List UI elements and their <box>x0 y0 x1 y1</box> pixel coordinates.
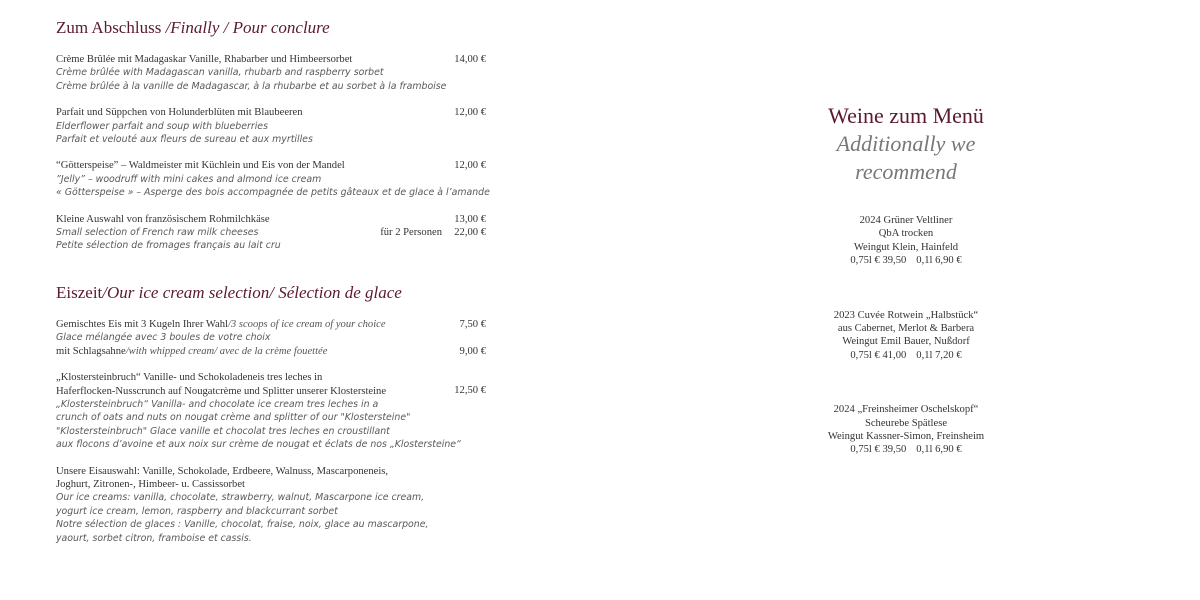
wine-price-bottle: 0,75l € 41,00 <box>850 349 907 361</box>
dessert-item-name-fr: Parfait et velouté aux fleurs de sureau et aux myrtilles <box>56 134 313 146</box>
wine-price-glass: 0,1l 6,90 € <box>916 444 962 456</box>
dessert-item-name-en: Crème brûlée with Madagascan vanilla, rhubarb and raspberry sorbet <box>56 67 384 79</box>
icecream-item-name-en-1: Our ice creams: vanilla, chocolate, strawberry, walnut, Mascarpone ice cream, <box>56 492 425 504</box>
icecream-item-extra-alt: /with whipped cream/ avec de la crème fouettée <box>125 345 328 357</box>
icecream-item-name-fr-2: aux flocons d’avoine et aux noix sur crème de nougat et éclats de nos „Klostersteine“ <box>56 439 461 451</box>
dessert-section-title <box>56 18 496 38</box>
icecream-title-alt: /Our ice cream selection/ Sélection de glace <box>102 282 402 302</box>
dessert-item-price: 13,00 € <box>454 213 486 225</box>
icecream-item-name-en: /3 scoops of ice cream of your choice <box>227 318 386 330</box>
wine-producer: Weingut Kassner-Simon, Freinsheim <box>827 431 985 443</box>
wine-menu-page <box>790 102 1022 498</box>
dessert-item-note: für 2 Personen <box>380 227 442 239</box>
dessert-title-de: Zum Abschluss <box>56 18 162 37</box>
icecream-item-selection <box>56 465 496 545</box>
dessert-item-name-de: Parfait und Süppchen von Holunderblüten mit Blaubeeren <box>56 107 303 119</box>
dessert-item-price: 14,00 € <box>454 54 486 65</box>
wine-producer: Weingut Klein, Hainfeld <box>853 241 959 253</box>
wine-name: 2024 „Freinsheimer Oschelskopf“ <box>833 404 979 416</box>
dessert-item-price: 12,00 € <box>454 107 486 119</box>
wine-price-bottle: 0,75l € 39,50 <box>850 255 907 267</box>
wine-item-cuvee-rotwein <box>790 309 1022 363</box>
wine-item-gruener-veltliner <box>790 214 1022 268</box>
wine-grapes: aus Cabernet, Merlot & Barbera <box>837 323 975 335</box>
wine-item-freinsheimer <box>790 403 1022 457</box>
dessert-item-cheese <box>56 213 496 253</box>
wine-price-glass: 0,1l 7,20 € <box>916 349 962 361</box>
icecream-item-name-de-1: „Klostersteinbruch“ Vanille- und Schokoladeneis tres leches in <box>56 372 323 384</box>
wine-price-bottle: 0,75l € 39,50 <box>850 444 907 456</box>
dessert-item-price: 12,00 € <box>454 160 486 172</box>
wine-name: 2023 Cuvée Rotwein „Halbstück“ <box>833 309 979 321</box>
dessert-item-name-de: Crème Brûlée mit Madagaskar Vanille, Rhabarber und Himbeersorbet <box>56 54 353 65</box>
dessert-item-name-de: “Götterspeise” – Waldmeister mit Küchlein und Eis von der Mandel <box>56 160 345 172</box>
dessert-item-name-en: Small selection of French raw milk cheeses <box>56 227 259 239</box>
icecream-item-name-de-1: Unsere Eisauswahl: Vanille, Schokolade, Erdbeere, Walnuss, Mascarponeneis, <box>56 465 389 477</box>
dessert-item-name-en: Elderflower parfait and soup with blueberries <box>56 120 268 132</box>
wine-title: Weine zum Menü <box>828 103 984 128</box>
wine-producer: Weingut Emil Bauer, Nußdorf <box>842 336 970 348</box>
icecream-item-extra <box>56 345 496 358</box>
icecream-item-name-fr-1: Notre sélection de glaces : Vanille, chocolat, fraise, noix, glace au mascarpone, <box>56 519 429 531</box>
icecream-item-name-de: Gemischtes Eis mit 3 Kugeln Ihrer Wahl <box>56 318 228 330</box>
dessert-title-alt: /Finally / Pour conclure <box>161 18 330 37</box>
icecream-section-title <box>56 283 496 303</box>
dessert-item-goetterspeise <box>56 159 496 199</box>
icecream-item-name-en-2: yogurt ice cream, lemon, raspberry and blackcurrant sorbet <box>56 505 338 517</box>
icecream-item-name-fr: Glace mélangée avec 3 boules de votre choix <box>56 332 271 344</box>
wine-prices <box>790 443 1022 456</box>
icecream-item-price: 12,50 € <box>454 385 486 397</box>
icecream-item-extra-price: 9,00 € <box>459 345 486 357</box>
wine-prices <box>790 349 1022 362</box>
icecream-item-name-en-1: „Klostersteinbruch“ Vanilla- and chocolate ice cream tres leches in a <box>56 398 379 410</box>
icecream-item-name-fr-2: yaourt, sorbet citron, framboise et cassis. <box>56 532 252 544</box>
icecream-item-name-de-2: Joghurt, Zitronen-, Himbeer- u. Cassissorbet <box>56 478 245 490</box>
dessert-item-name-fr: Crème brûlée à la vanille de Madagascar, à la rhubarbe et au sorbet à la framboise <box>56 80 447 92</box>
icecream-title-de: Eiszeit <box>56 282 103 302</box>
dessert-item-price-2: 22,00 € <box>454 227 486 239</box>
dessert-item-name-fr: Petite sélection de fromages français au lait cru <box>56 240 281 252</box>
dessert-item-parfait <box>56 106 496 146</box>
wine-prices <box>790 254 1022 267</box>
icecream-item-mixed <box>56 318 496 358</box>
icecream-item-name-de-2: Haferflocken-Nusscrunch auf Nougatcrème und Splitter unserer Klostersteine <box>56 385 387 397</box>
icecream-item-name-en-2: crunch of oats and nuts on nougat crème and splitter of our "Klostersteine" <box>56 412 411 424</box>
icecream-item-klostersteinbruch <box>56 371 496 451</box>
wine-price-glass: 0,1l 6,90 € <box>916 255 962 267</box>
dessert-menu-page <box>56 18 496 558</box>
icecream-item-name-fr-1: "Klostersteinbruch" Glace vanille et chocolat tres leches en croustillant <box>56 425 390 437</box>
wine-subtitle: Additionally we recommend <box>836 131 976 184</box>
dessert-item-creme-brulee <box>56 53 496 93</box>
icecream-item-price: 7,50 € <box>459 318 486 330</box>
dessert-item-name-fr: « Götterspeise » – Asperge des bois accompagnée de petits gâteaux et de glace à l’amande <box>56 187 490 199</box>
dessert-item-name-en: ”Jelly” – woodruff with mini cakes and almond ice cream <box>56 173 322 185</box>
wine-name: 2024 Grüner Veltliner <box>859 215 953 226</box>
dessert-item-name-de: Kleine Auswahl von französischem Rohmilchkäse <box>56 213 270 225</box>
icecream-item-name <box>56 318 496 331</box>
icecream-item-extra-de: mit Schlagsahne <box>56 345 126 357</box>
wine-quality: QbA trocken <box>878 228 934 240</box>
wine-quality: Scheurebe Spätlese <box>864 417 948 429</box>
